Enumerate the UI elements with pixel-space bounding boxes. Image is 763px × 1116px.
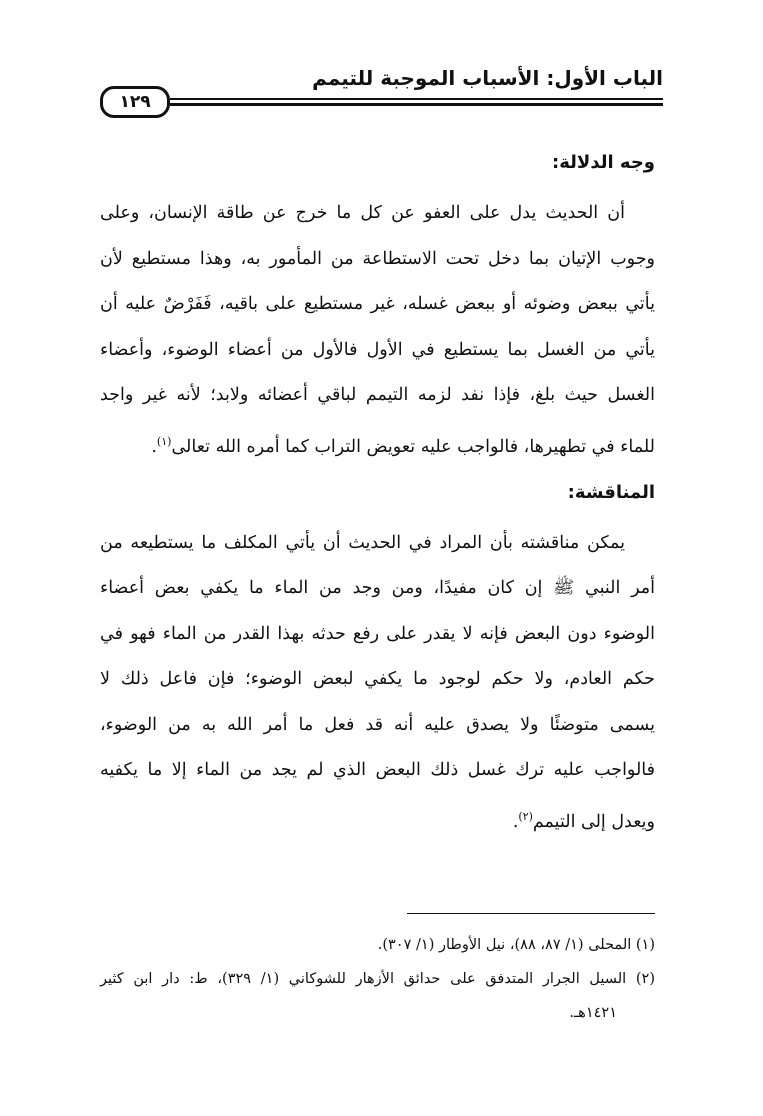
text-line: يأتي من الغسل بما يستطيع في الأول فالأول من أعضاء الوضوء، وأعضاء <box>100 339 655 360</box>
text-line: الغسل حيث بلغ، فإذا نفد لزمه التيمم لباقي أعضائه ولابد؛ لأنه غير واجد <box>100 385 655 405</box>
section-heading: المناقشة: <box>567 481 655 503</box>
text-line: أن الحديث يدل على العفو عن كل ما خرج عن طاقة الإنسان، وعلى <box>100 203 625 223</box>
text-line: وجوب الإتيان بما دخل تحت الاستطاعة من المأمور به، وهذا مستطيع لأن <box>100 248 655 269</box>
text-line: حكم العادم، ولا حكم لوجود ما يكفي لبعض الوضوء؛ فإن فاعل ذلك لا <box>100 669 655 690</box>
paragraph <box>100 521 655 845</box>
paragraph <box>100 191 655 470</box>
text-line: يمكن مناقشته بأن المراد في الحديث أن يأتي المكلف ما يستطيعه من <box>100 532 625 553</box>
footnote: (١) المحلى (١/ ٨٧، ٨٨)، نيل الأوطار (١/ ٣٠٧). <box>377 937 655 953</box>
running-title: الباب الأول: الأسباب الموجبة للتيمم <box>312 66 663 90</box>
text-line: ويعدل إلى التيمم$^{(٢)}$. <box>512 809 655 832</box>
body-text <box>100 152 655 857</box>
footnotes <box>100 928 655 1030</box>
footnote-continuation: ١٤٢١هـ. <box>569 1005 617 1021</box>
footnote-ref[interactable]: (٢) <box>518 809 533 823</box>
section-heading: وجه الدلالة: <box>552 152 655 173</box>
text-line: أمر النبي ﷺ إن كان مفيدًا، ومن وجد من الماء ما يكفي بعض أعضاء <box>100 578 655 599</box>
text-line: يأتي ببعض وضوئه أو ببعض غسله، غير مستطيع على باقيه، فَفَرْضٌ عليه أن <box>100 294 655 314</box>
header-rule-thick <box>170 103 663 106</box>
footnote-separator <box>407 913 655 914</box>
footnote-ref[interactable]: (١) <box>156 434 172 448</box>
text-line: يسمى متوضئًا ولا يصدق عليه أنه قد فعل ما أمر الله به من الوضوء، <box>100 714 655 735</box>
text-line: للماء في تطهيرها، فالواجب عليه تعويض التراب كما أمره الله تعالى$^{(١)}$. <box>151 434 655 457</box>
text-line: فالواجب عليه ترك غسل ذلك البعض الذي لم يجد من الماء إلا ما يكفيه <box>100 760 655 781</box>
header-rule <box>170 98 663 100</box>
page-number: ١٢٩ <box>100 86 170 118</box>
page-header <box>100 66 663 110</box>
text-line-content: للماء في تطهيرها، فالواجب عليه تعويض التراب كما أمره الله تعالى <box>171 436 655 457</box>
text-line: الوضوء دون البعض فإنه لا يقدر على رفع حدثه بهذا القدر من الماء فهو في <box>100 623 655 644</box>
text-line-content: ويعدل إلى التيمم <box>532 811 655 832</box>
footnote: (٢) السيل الجرار المتدفق على حدائق الأزهار للشوكاني (١/ ٣٢٩)، ط: دار ابن كثير <box>100 971 655 987</box>
